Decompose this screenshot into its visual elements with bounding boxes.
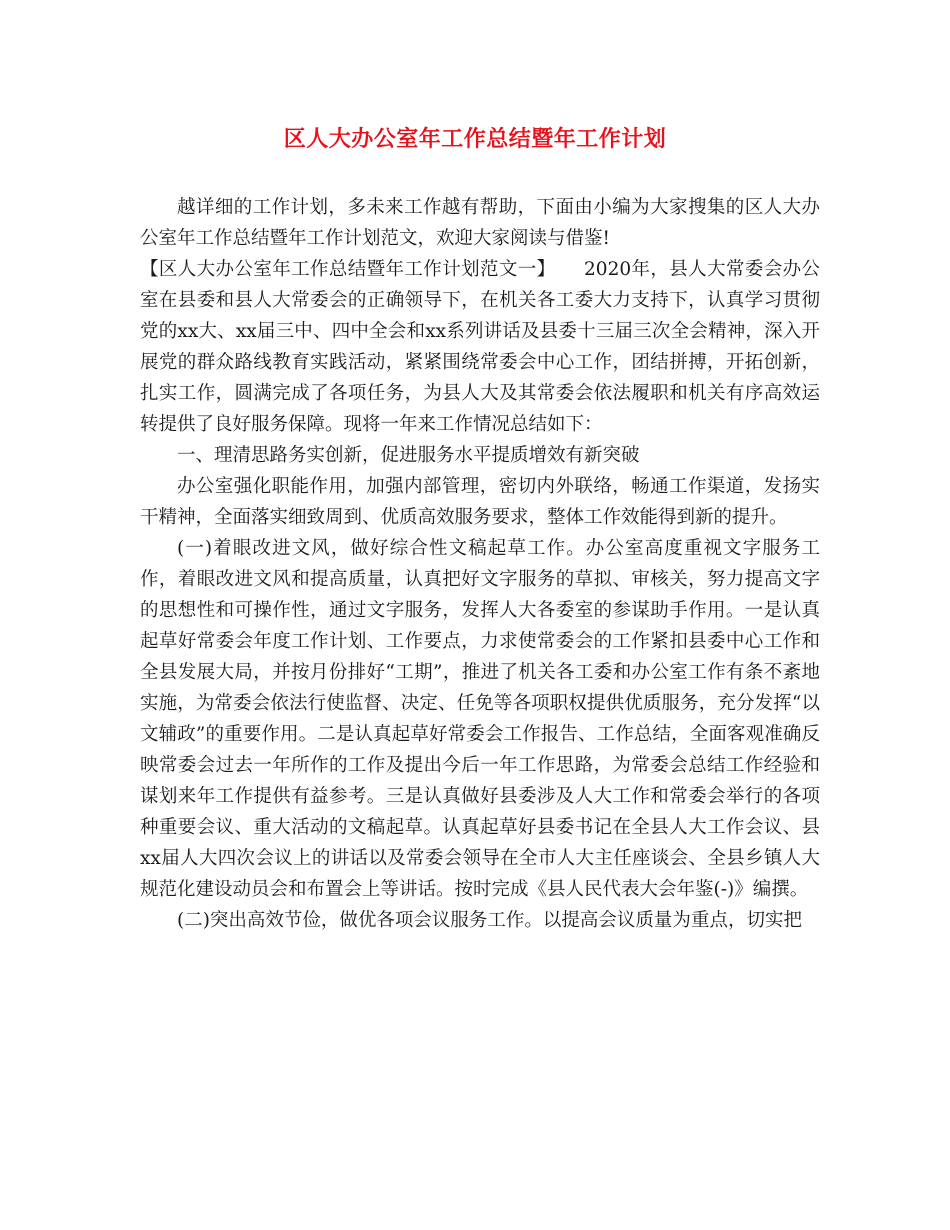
subsection-1-paragraph: (一)着眼改进文风，做好综合性文稿起草工作。办公室高度重视文字服务工作，着眼改进文风和提高质量，认真把好文字服务的草拟、审核关，努力提高文字的思想性和可操作性，通过文字服务，发挥人大各委室的参谋助手作用。一是认真起草好常委会年度工作计划、工作要点，力求使常委会的工作紧扣县委中心工作和全县发展大局，并按月份排好“工期”，推进了机关各工委和办公室工作有条不紊地实施，为常委会依法行使监督、决定、任免等各项职权提供优质服务，充分发挥“以文辅政”的重要作用。二是认真起草好常委会工作报告、工作总结，全面客观准确反映常委会过去一年所作的工作及提出今后一年工作思路，为常委会总结工作经验和谋划来年工作提供有益参考。三是认真做好县委涉及人大工作和常委会举行的各项种重要会议、重大活动的文稿起草。认真起草好县委书记在全县人大工作会议、县xx届人大四次会议上的讲话以及常委会领导在全市人大主任座谈会、全县乡镇人大规范化建设动员会和布置会上等讲话。按时完成《县人民代表大会年鉴(-)》编撰。 (140, 538, 820, 900)
document-body (140, 192, 820, 936)
subsection-2-paragraph: (二)突出高效节俭，做优各项会议服务工作。以提高会议质量为重点，切实把 (177, 910, 802, 931)
section-1-paragraph: 办公室强化职能作用，加强内部管理，密切内外联络，畅通工作渠道，发扬实干精神，全面落实细致周到、优质高效服务要求，整体工作效能得到新的提升。 (140, 476, 820, 528)
document-title: 区人大办公室年工作总结暨年工作计划 (283, 126, 667, 152)
section-heading-1: 一、理清思路务实创新，促进服务水平提质增效有新突破 (177, 445, 640, 466)
sample-one-paragraph: 【区人大办公室年工作总结暨年工作计划范文一】 2020年，县人大常委会办公室在县委和县人大常委会的正确领导下，在机关各工委大力支持下，认真学习贯彻党的xx大、xx届三中、四中全会和xx系列讲话及县委十三届三次全会精神，深入开展党的群众路线教育实践活动，紧紧围绕常委会中心工作，团结拼搏，开拓创新，扎实工作，圆满完成了各项任务，为县人大及其常委会依法履职和机关有序高效运转提供了良好服务保障。现将一年来工作情况总结如下： (140, 259, 820, 435)
intro-paragraph: 越详细的工作计划，多未来工作越有帮助，下面由小编为大家搜集的区人大办公室年工作总结暨年工作计划范文，欢迎大家阅读与借鉴! (140, 197, 820, 249)
